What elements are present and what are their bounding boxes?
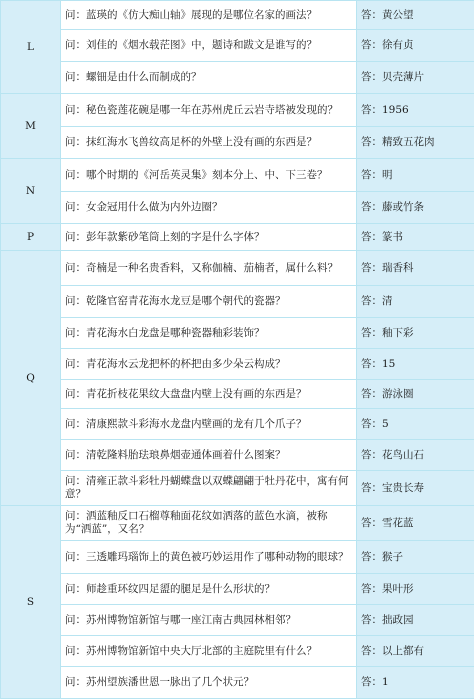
table-row: [1, 380, 474, 409]
section-letter: Q: [1, 251, 61, 506]
section-letter: L: [1, 1, 61, 94]
question-cell: 问：蓝瑛的《仿大痴山轴》展现的是哪位名家的画法？: [61, 1, 357, 30]
table-row: [1, 574, 474, 605]
answer-cell: 答：果叶形: [357, 574, 474, 605]
answer-cell: 答：猴子: [357, 541, 474, 574]
section-letter: M: [1, 94, 61, 159]
section-letter: N: [1, 159, 61, 224]
table-row: [1, 440, 474, 471]
answer-cell: 答：以上都有: [357, 636, 474, 667]
table-row: [1, 318, 474, 349]
question-cell: 问：洒蓝釉反口石榴尊釉面花纹如洒落的蓝色水滴，被称为“洒蓝”，又名？: [61, 506, 357, 541]
table-row: [1, 224, 474, 251]
table-row: [1, 349, 474, 380]
answer-cell: 答：15: [357, 349, 474, 380]
table-row: [1, 62, 474, 94]
answer-cell: 答：游泳圈: [357, 380, 474, 409]
question-cell: 问：女金冠用什么做为内外边圈？: [61, 192, 357, 224]
section-letter: P: [1, 224, 61, 251]
table-row: [1, 636, 474, 667]
answer-cell: 答：5: [357, 409, 474, 440]
table-row: [1, 30, 474, 62]
question-cell: 问：青花海水白龙盘是哪种瓷器釉彩装饰？: [61, 318, 357, 349]
answer-cell: 答：宝贵长寿: [357, 471, 474, 506]
question-cell: 问：彭年款紫砂笔筒上刻的字是什么字体？: [61, 224, 357, 251]
answer-cell: 答：精致五花肉: [357, 127, 474, 159]
table-row: [1, 605, 474, 636]
answer-cell: 答：贝壳薄片: [357, 62, 474, 94]
question-cell: 问：青花海水云龙把杯的杯把由多少朵云构成？: [61, 349, 357, 380]
question-cell: 问：清乾隆料胎珐琅鼻烟壶通体画着什么图案？: [61, 440, 357, 471]
question-cell: 问：哪个时期的《河岳英灵集》刻本分上、中、下三卷？: [61, 159, 357, 192]
table-row: [1, 667, 474, 699]
answer-cell: 答：1: [357, 667, 474, 699]
question-cell: 问：抹红海水飞兽纹高足杯的外壁上没有画的东西是？: [61, 127, 357, 159]
question-cell: 问：苏州博物馆新馆中央大厅北部的主庭院里有什么？: [61, 636, 357, 667]
question-cell: 问：刘佳的《烟水载茫图》中，题诗和跋文是谁写的？: [61, 30, 357, 62]
question-cell: 问：三透雕玛瑙饰上的黄色被巧妙运用作了哪种动物的眼球？: [61, 541, 357, 574]
table-row: [1, 541, 474, 574]
answer-cell: 答：瑞香科: [357, 251, 474, 286]
table-row: [1, 1, 474, 30]
answer-cell: 答：徐有贞: [357, 30, 474, 62]
table-row: [1, 286, 474, 318]
question-cell: 问：苏州博物馆新馆与哪一座江南古典园林相邻？: [61, 605, 357, 636]
table-row: [1, 251, 474, 286]
question-cell: 问：奇楠是一种名贵香料，又称伽楠、茄楠者，属什么料？: [61, 251, 357, 286]
question-cell: 问：师趁重环纹四足盨的腿足是什么形状的？: [61, 574, 357, 605]
table-row: [1, 471, 474, 506]
question-cell: 问：秘色瓷莲花碗是哪一年在苏州虎丘云岩寺塔被发现的？: [61, 94, 357, 127]
answer-cell: 答：藤或竹条: [357, 192, 474, 224]
answer-cell: 答：清: [357, 286, 474, 318]
table-row: [1, 409, 474, 440]
answer-cell: 答：雪花蓝: [357, 506, 474, 541]
answer-cell: 答：拙政园: [357, 605, 474, 636]
answer-cell: 答：篆书: [357, 224, 474, 251]
section-letter: S: [1, 506, 61, 699]
question-cell: 问：清雍正款斗彩牡丹蝴蝶盘以双蝶翩翩于牡丹花中，寓有何意？: [61, 471, 357, 506]
table-row: [1, 506, 474, 541]
question-cell: 问：螺钿是由什么而制成的？: [61, 62, 357, 94]
qa-table-body: [1, 1, 474, 699]
question-cell: 问：乾隆官窑青花海水龙豆是哪个朝代的瓷器？: [61, 286, 357, 318]
answer-cell: 答：花鸟山石: [357, 440, 474, 471]
table-row: [1, 94, 474, 127]
answer-cell: 答：黄公望: [357, 1, 474, 30]
table-row: [1, 192, 474, 224]
question-cell: 问：苏州望族潘世恩一脉出了几个状元？: [61, 667, 357, 699]
table-row: [1, 159, 474, 192]
answer-cell: 答：釉下彩: [357, 318, 474, 349]
table-row: [1, 127, 474, 159]
question-cell: 问：清康熙款斗彩海水龙盘内壁画的龙有几个爪子？: [61, 409, 357, 440]
answer-cell: 答：明: [357, 159, 474, 192]
question-cell: 问：青花折枝花果纹大盘盘内壁上没有画的东西是？: [61, 380, 357, 409]
answer-cell: 答：1956: [357, 94, 474, 127]
